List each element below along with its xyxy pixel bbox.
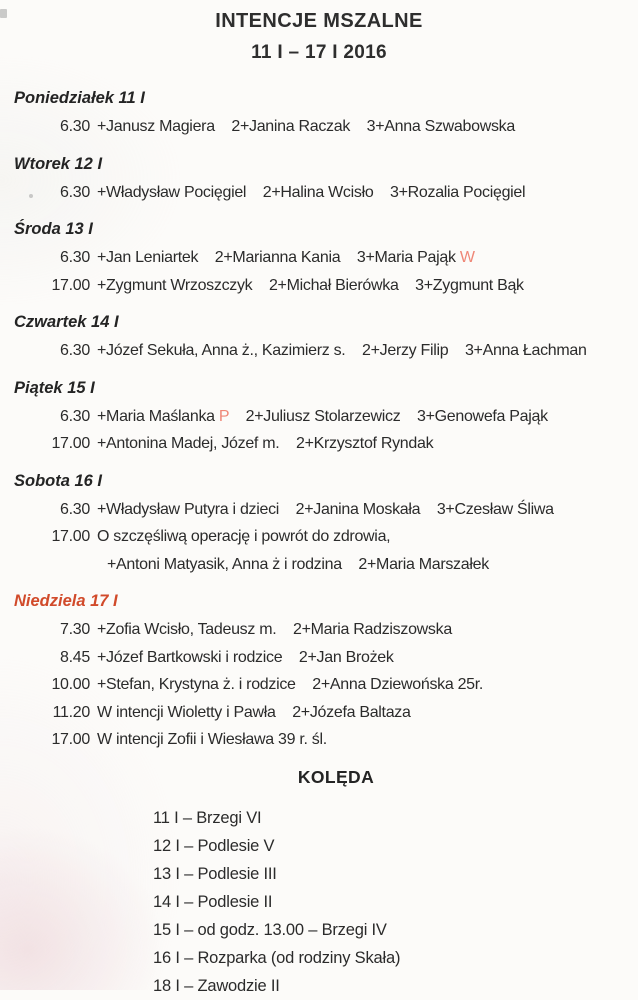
scan-artifact-dash [0,9,7,18]
day-heading: Środa 13 I [14,220,93,238]
koleda-item: 14 I – Podlesie II [153,892,273,911]
mass-text-pre: +Jan Leniartek 2+Marianna Kania 3+Maria Pająk [97,249,460,266]
scan-artifact-dot [29,194,33,198]
day-block-friday [14,378,638,458]
mass-text-pre: +Stefan, Krystyna ż. i rodzice 2+Anna Dziewońska 25r. [97,676,484,693]
mass-line [14,430,638,458]
mass-text-post: 2+Juliusz Stolarzewicz 3+Genowefa Pająk [229,407,548,425]
day-block-sunday [14,591,638,754]
mass-line [14,403,638,431]
koleda-title: KOLĘDA [297,766,375,787]
mass-time: 6.30 [60,342,90,359]
day-block-monday [14,88,638,141]
mass-time: 10.00 [51,676,90,693]
mass-line [14,179,638,207]
page-subtitle: 11 I – 17 I 2016 [251,42,387,63]
day-block-wednesday [14,219,638,299]
page-title: INTENCJE MSZALNE [215,10,423,32]
mass-line [14,699,638,727]
koleda-item: 11 I – Brzegi VI [153,808,262,827]
mass-text-pre: +Władysław Putyra i dzieci 2+Janina Moskała 3+Czesław Śliwa [97,500,554,518]
mass-line [14,337,638,365]
koleda-item: 16 I – Rozparka (od rodziny Skała) [153,948,401,967]
annotation-mark: W [459,249,475,266]
mass-time [14,551,90,579]
day-heading: Poniedziałek 11 I [14,89,145,107]
mass-time: 11.20 [52,703,90,721]
mass-time: 6.30 [60,183,90,201]
mass-text [97,644,394,672]
mass-text [97,272,524,300]
mass-text [97,244,475,272]
koleda-item: 18 I – Zawodzie II [153,976,280,995]
mass-time: 8.45 [60,648,90,666]
day-heading-sunday: Niedziela 17 I [14,592,118,610]
day-heading: Wtorek 12 I [14,154,103,173]
mass-time: 17.00 [51,528,90,545]
annotation-mark: P [218,407,230,425]
mass-text [97,337,587,365]
mass-time: 17.00 [51,731,90,748]
mass-text-pre: +Władysław Pocięgiel 2+Halina Wcisło 3+Rozalia Pocięgiel [97,183,526,201]
mass-text-pre: +Janusz Magiera 2+Janina Raczak 3+Anna Szwabowska [97,118,515,135]
koleda-list [153,804,638,1000]
mass-time: 17.00 [51,276,90,294]
mass-text-pre: +Zofia Wcisło, Tadeusz m. 2+Maria Radziszowska [97,621,452,638]
mass-text-pre: +Maria Maślanka [97,407,219,425]
mass-text [97,523,390,551]
mass-text-pre: +Zygmunt Wrzoszczyk 2+Michał Bierówka 3+Zygmunt Bąk [97,276,524,294]
mass-text-pre: +Antonina Madej, Józef m. 2+Krzysztof Ryndak [97,435,434,452]
mass-line [14,616,638,644]
mass-time: 17.00 [51,435,90,452]
mass-intentions-section [14,88,638,754]
mass-text [97,496,554,524]
mass-line [14,671,638,699]
mass-text [97,179,525,207]
mass-text-pre: +Antoni Matyasik, Anna ż i rodzina 2+Maria Marszałek [107,555,489,573]
mass-text [97,699,411,727]
day-block-saturday [14,471,638,579]
mass-text-pre: +Józef Sekuła, Anna ż., Kazimierz s. 2+Jerzy Filip 3+Anna Łachman [97,342,587,359]
mass-text [97,671,483,699]
mass-text-pre: W intencji Wioletty i Pawła 2+Józefa Baltaza [97,703,411,721]
koleda-item: 12 I – Podlesie V [153,836,275,855]
mass-time: 6.30 [60,118,90,135]
mass-text [97,726,327,754]
mass-line [14,523,638,551]
day-heading: Czwartek 14 I [14,313,119,331]
mass-text [97,430,433,458]
mass-text [97,616,452,644]
mass-line [14,726,638,754]
mass-line-continuation [14,551,638,579]
mass-line [14,272,638,300]
mass-text-pre: O szczęśliwą operację i powrót do zdrowia, [97,528,391,545]
mass-line [14,244,638,272]
koleda-section [0,767,638,1000]
mass-text-pre: W intencji Zofii i Wiesława 39 r. śl. [97,731,327,748]
mass-time: 6.30 [60,407,90,425]
mass-line [14,113,638,141]
mass-text [97,551,489,579]
mass-line [14,644,638,672]
koleda-item: 15 I – od godz. 13.00 – Brzegi IV [153,920,387,939]
day-heading: Sobota 16 I [14,471,103,490]
mass-time: 6.30 [60,500,90,518]
mass-text [97,113,515,141]
mass-text [97,403,548,431]
koleda-item: 13 I – Podlesie III [153,864,277,883]
mass-time: 6.30 [60,249,90,266]
day-block-tuesday [14,154,638,207]
mass-time: 7.30 [60,621,90,638]
mass-text-pre: +Józef Bartkowski i rodzice 2+Jan Brożek [97,648,394,666]
day-block-thursday [14,312,638,365]
day-heading: Piątek 15 I [14,378,95,397]
mass-line [14,496,638,524]
